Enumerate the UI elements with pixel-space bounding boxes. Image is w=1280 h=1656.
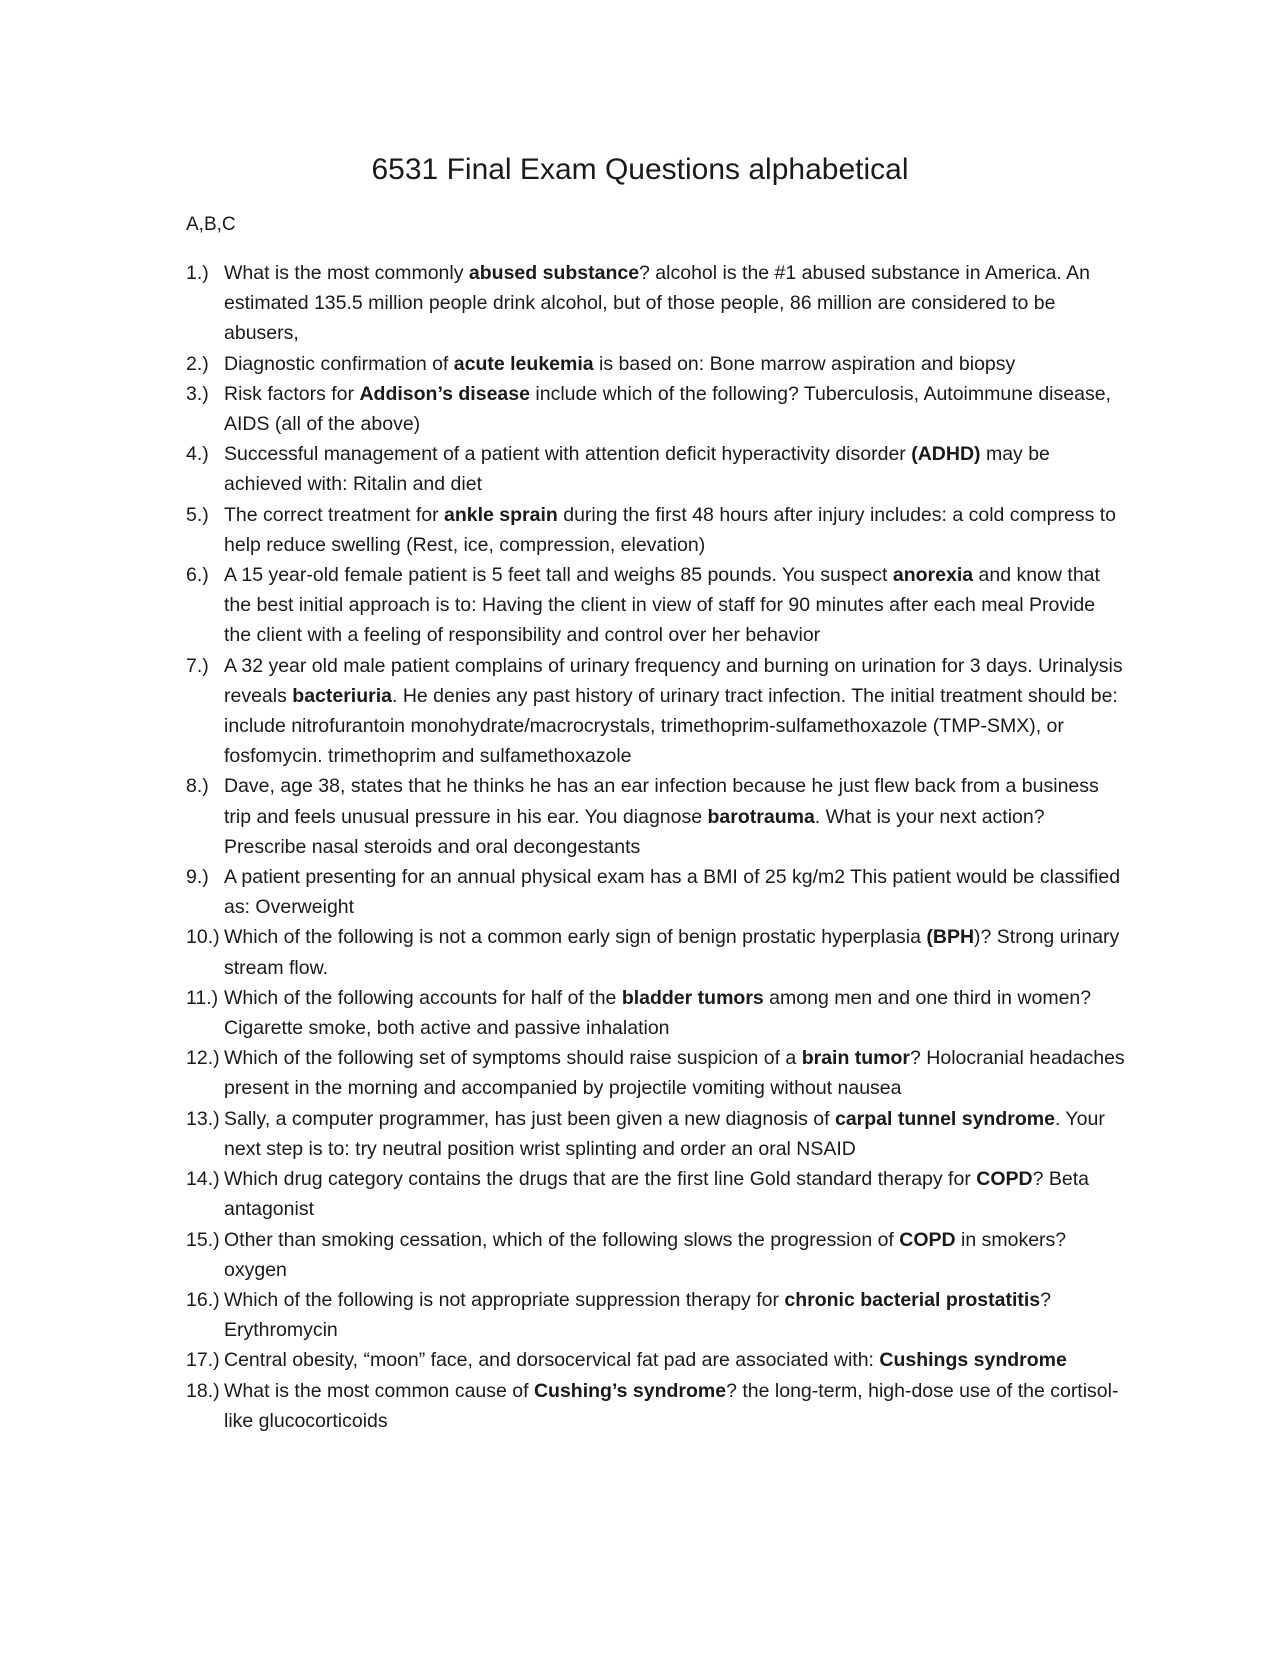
question-text: Which of the following is not appropriate suppression therapy for chronic bacterial prostatitis? Erythromycin (224, 1288, 1051, 1342)
question-item (186, 1164, 1126, 1224)
key-term: Cushing’s syndrome (533, 1379, 727, 1402)
question-text: Which of the following is not a common early sign of benign prostatic hyperplasia (BPH)? Strong urinary stream flow. (224, 926, 1120, 979)
question-text: Other than smoking cessation, which of the following slows the progression of COPD in smokers? oxygen (224, 1228, 1067, 1281)
key-term: brain tumor (801, 1047, 911, 1070)
question-text: A 15 year-old female patient is 5 feet tall and weighs 85 pounds. You suspect anorexia and know that the best initial approach is to: Having the client in view of staff for 90 minutes after each meal Provide the client with a feeling of responsibility and control over her behavior (224, 564, 1100, 647)
key-term: ankle sprain (444, 503, 558, 526)
question-number: 12.) (186, 1047, 220, 1070)
question-text: Which of the following accounts for half of the bladder tumors among men and one third in women? Cigarette smoke, both active and passive inhalation (224, 986, 1092, 1040)
question-item (186, 1376, 1126, 1436)
key-term: (ADHD) (911, 443, 981, 466)
question-item (186, 771, 1126, 862)
key-term: carpal tunnel syndrome (834, 1107, 1055, 1130)
key-term: barotrauma (707, 805, 815, 828)
key-term: COPD (899, 1228, 956, 1251)
key-term: bladder tumors (621, 986, 764, 1009)
question-text: Which of the following set of symptoms should raise suspicion of a brain tumor? Holocranial headaches present in the morning and accompanied by projectile vomiting without nausea (224, 1047, 1125, 1100)
question-number: 4.) (186, 443, 209, 466)
question-number: 2.) (186, 352, 209, 375)
question-item (186, 1043, 1126, 1103)
question-number: 11.) (186, 986, 219, 1009)
key-term: anorexia (892, 564, 974, 587)
question-number: 7.) (186, 654, 209, 677)
question-text: Central obesity, “moon” face, and dorsocervical fat pad are associated with: Cushings syndrome (224, 1349, 1067, 1372)
question-item (186, 258, 1126, 349)
question-text: What is the most common cause of Cushing’s syndrome? the long-term, high-dose use of the cortisol-like glucocorticoids (224, 1379, 1119, 1432)
question-text: What is the most commonly abused substance? alcohol is the #1 abused substance in America. An estimated 135.5 million people drink alcohol, but of those people, 86 million are considered to be abusers, (224, 262, 1091, 345)
key-term: COPD (976, 1168, 1033, 1191)
question-item (186, 379, 1126, 439)
question-number: 5.) (186, 503, 209, 526)
question-number: 18.) (186, 1379, 220, 1402)
question-number: 15.) (186, 1228, 220, 1251)
page-title: 6531 Final Exam Questions alphabetical (371, 153, 909, 186)
key-term: (BPH (926, 926, 975, 949)
question-number: 13.) (186, 1107, 220, 1130)
question-item (186, 439, 1126, 499)
question-number: 16.) (186, 1288, 220, 1311)
question-text: The correct treatment for ankle sprain during the first 48 hours after injury includes: a cold compress to help reduce swelling (Rest, ice, compression, elevation) (224, 503, 1116, 556)
question-item (186, 1345, 1126, 1375)
question-item (186, 862, 1126, 922)
question-item (186, 560, 1126, 651)
question-item (186, 1104, 1126, 1164)
key-term: acute leukemia (453, 352, 594, 375)
question-number: 8.) (186, 775, 209, 798)
question-number: 17.) (186, 1349, 220, 1372)
section-label: A,B,C (186, 214, 236, 235)
question-number: 10.) (186, 926, 220, 949)
question-item (186, 651, 1126, 772)
key-term: bacteriuria (292, 684, 392, 707)
question-item (186, 349, 1126, 379)
question-number: 3.) (186, 382, 209, 405)
key-term: abused substance (468, 262, 640, 284)
key-term: chronic bacterial prostatitis (784, 1288, 1041, 1311)
question-item (186, 500, 1126, 560)
key-term: Cushings syndrome (879, 1349, 1067, 1372)
question-text: Diagnostic confirmation of acute leukemia is based on: Bone marrow aspiration and biopsy (224, 352, 1016, 375)
question-item (186, 983, 1126, 1043)
question-item (186, 922, 1126, 982)
question-number: 9.) (186, 866, 209, 889)
question-number: 14.) (186, 1168, 220, 1191)
key-term: Addison’s disease (359, 382, 530, 405)
question-text: A 32 year old male patient complains of urinary frequency and burning on urination for 3 days. Urinalysis reveals bacteriuria. He denies any past history of urinary tract infection. The initial treatment should be: include nitrofurantoin monohydrate/macrocrystals, trimethoprim-sulfamethoxazole (TMP-SMX), or fosfomycin. trimethoprim and sulfamethoxazole (224, 654, 1123, 768)
question-item (186, 1225, 1126, 1285)
question-item (186, 1285, 1126, 1345)
question-text: Dave, age 38, states that he thinks he has an ear infection because he just flew back from a business trip and feels unusual pressure in his ear. You diagnose barotrauma. What is your next action? Prescribe nasal steroids and oral decongestants (224, 775, 1099, 858)
question-number: 1.) (186, 262, 209, 284)
question-text: Successful management of a patient with attention deficit hyperactivity disorder (ADHD) may be achieved with: Ritalin and diet (224, 443, 1050, 496)
question-text: A patient presenting for an annual physical exam has a BMI of 25 kg/m2 This patient would be classified as: Overweight (224, 866, 1121, 919)
question-number: 6.) (186, 564, 209, 587)
question-text: Risk factors for Addison’s disease include which of the following? Tuberculosis, Autoimmune disease, AIDS (all of the above) (224, 382, 1111, 436)
question-text: Sally, a computer programmer, has just been given a new diagnosis of carpal tunnel syndrome. Your next step is to: try neutral position wrist splinting and order an oral NSAID (224, 1107, 1105, 1160)
question-text: Which drug category contains the drugs that are the first line Gold standard therapy for COPD? Beta antagonist (224, 1168, 1089, 1221)
question-list (186, 258, 1126, 1436)
